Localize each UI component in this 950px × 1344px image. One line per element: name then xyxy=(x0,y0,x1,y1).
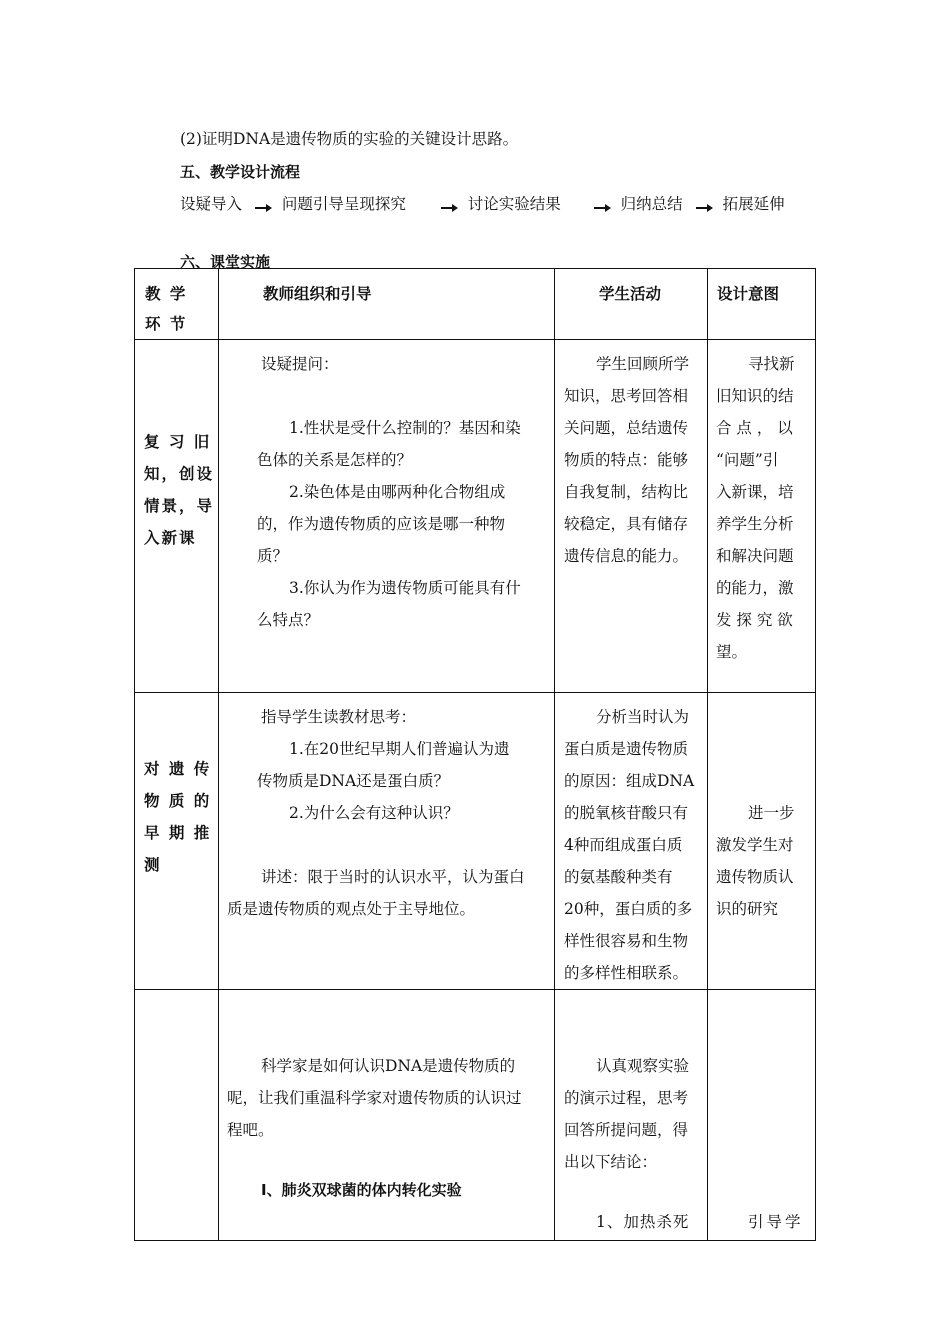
student-line: 回答所提问题，得 xyxy=(564,1121,689,1139)
teacher-line: 1.在20世纪早期人们普遍认为遗 xyxy=(289,740,510,758)
student-line: 1、加热杀死 xyxy=(596,1213,690,1231)
classroom-implementation-table xyxy=(134,268,816,1241)
teacher-line: 么特点？ xyxy=(257,611,320,629)
table-row xyxy=(135,693,816,990)
intent-line: 寻找新 xyxy=(748,355,795,373)
intent-line: 发 探 究 欲 xyxy=(716,611,793,629)
intent-line: 养学生分析 xyxy=(716,515,794,533)
student-line: 的脱氧核苷酸只有 xyxy=(564,804,689,822)
student-line: 学生回顾所学 xyxy=(596,355,690,373)
stage-line: 情景，导 xyxy=(144,497,215,515)
header-student-label: 学生活动 xyxy=(599,285,662,303)
teacher-line: 讲述：限于当时的认识水平，认为蛋白 xyxy=(261,868,525,886)
teacher-line: 1.性状是受什么控制的？基因和染 xyxy=(289,419,521,437)
intent-cell xyxy=(708,340,816,693)
intent-line: 望。 xyxy=(716,643,748,661)
header-teacher xyxy=(219,269,555,340)
teacher-line: 2.染色体是由哪两种化合物组成 xyxy=(289,483,506,501)
table-row xyxy=(135,990,816,1241)
student-line: 较稳定，具有储存 xyxy=(564,515,689,533)
intent-line: 引导学 xyxy=(748,1213,804,1231)
flow-step-5: 拓展延伸 xyxy=(722,195,785,213)
student-cell xyxy=(555,693,708,990)
intent-line: 遗传物质认 xyxy=(716,868,794,886)
flow-step-4: 归纳总结 xyxy=(620,195,683,213)
teacher-line: 2.为什么会有这种认识？ xyxy=(289,804,459,822)
student-line xyxy=(564,1178,703,1206)
intent-cell xyxy=(708,693,816,990)
teacher-line: 呢，让我们重温科学家对遗传物质的认识过 xyxy=(227,1089,522,1107)
intent-line: 识的研究 xyxy=(716,900,779,918)
header-student xyxy=(555,269,708,340)
student-line: 认真观察实验 xyxy=(596,1057,690,1075)
student-line: 的原因：组成DNA xyxy=(564,772,695,790)
student-line: 关问题，总结遗传 xyxy=(564,419,689,437)
intro-point-2: (2)证明DNA是遗传物质的实验的关键设计思路。 xyxy=(180,130,519,148)
student-cell xyxy=(555,340,708,693)
teacher-line: 传物质是DNA还是蛋白质？ xyxy=(257,772,450,790)
student-line: 遗传信息的能力。 xyxy=(564,547,689,565)
header-stage xyxy=(135,269,219,340)
student-line: 的演示过程，思考 xyxy=(564,1089,689,1107)
teacher-cell xyxy=(219,340,555,693)
intent-line: 旧知识的结 xyxy=(716,387,794,405)
teacher-line: 色体的关系是怎样的？ xyxy=(257,451,413,469)
teacher-line: I、肺炎双球菌的体内转化实验 xyxy=(261,1181,462,1199)
student-line: 蛋白质是遗传物质 xyxy=(564,740,689,758)
student-line: 自我复制，结构比 xyxy=(564,483,689,501)
stage-line: 对 遗 传 xyxy=(144,760,212,778)
right-arrow-icon xyxy=(594,207,608,209)
stage-line: 知，创设 xyxy=(144,465,215,483)
student-line: 出以下结论： xyxy=(564,1153,658,1171)
stage-line: 早 期 推 xyxy=(144,824,212,842)
teacher-line: 设疑提问： xyxy=(261,355,339,373)
teacher-line: 指导学生读教材思考： xyxy=(261,708,417,726)
design-flow xyxy=(180,192,785,214)
teacher-line: 3.你认为作为遗传物质可能具有什 xyxy=(289,579,521,597)
student-line: 样性很容易和生物 xyxy=(564,932,689,950)
student-line: 4种而组成蛋白质 xyxy=(564,836,683,854)
teacher-line xyxy=(227,380,548,412)
intent-line: 入新课，培 xyxy=(716,483,794,501)
stage-line: 物 质 的 xyxy=(144,792,212,810)
student-cell xyxy=(555,990,708,1241)
header-stage-label: 教 学 环 节 xyxy=(145,285,188,333)
intent-line: 激发学生对 xyxy=(716,836,794,854)
teacher-cell xyxy=(219,990,555,1241)
student-line: 物质的特点：能够 xyxy=(564,451,689,469)
teacher-line: 质？ xyxy=(257,547,289,565)
intent-line: 和解决问题 xyxy=(716,547,794,565)
right-arrow-icon xyxy=(696,207,710,209)
intent-line: “问题”引 xyxy=(716,451,779,469)
student-line: 知识，思考回答相 xyxy=(564,387,689,405)
right-arrow-icon xyxy=(441,207,455,209)
teacher-line: 的，作为遗传物质的应该是哪一种物 xyxy=(257,515,506,533)
header-teacher-label: 教师组织和引导 xyxy=(263,285,372,303)
stage-cell xyxy=(135,990,219,1241)
right-arrow-icon xyxy=(255,207,269,209)
teacher-line xyxy=(227,829,548,861)
section-6-title: 六、课堂实施 xyxy=(180,253,271,271)
teacher-line: 质是遗传物质的观点处于主导地位。 xyxy=(227,900,476,918)
intent-line: 的能力，激 xyxy=(716,579,794,597)
flow-step-2: 问题引导呈现探究 xyxy=(281,195,406,213)
teacher-line: 程吧。 xyxy=(227,1121,274,1139)
header-intent-label: 设计意图 xyxy=(717,285,780,303)
stage-cell xyxy=(135,340,219,693)
intent-line: 进一步 xyxy=(748,804,795,822)
stage-line: 入新课 xyxy=(144,529,197,547)
table-header-row xyxy=(135,269,816,340)
teacher-cell xyxy=(219,693,555,990)
teacher-line xyxy=(227,1146,548,1174)
student-line: 20种，蛋白质的多 xyxy=(564,900,693,918)
stage-line: 测 xyxy=(144,856,162,874)
intent-cell xyxy=(708,990,816,1241)
flow-step-1: 设疑导入 xyxy=(180,195,243,213)
flow-step-3: 讨论实验结果 xyxy=(467,195,561,213)
stage-cell xyxy=(135,693,219,990)
student-line: 的氨基酸种类有 xyxy=(564,868,673,886)
student-line: 分析当时认为 xyxy=(596,708,690,726)
section-5-title: 五、教学设计流程 xyxy=(180,163,301,181)
intent-line: 合 点 ， 以 xyxy=(716,419,793,437)
student-line: 的多样性相联系。 xyxy=(564,964,689,982)
header-intent xyxy=(708,269,816,340)
teacher-line: 科学家是如何认识DNA是遗传物质的 xyxy=(261,1057,516,1075)
table-row xyxy=(135,340,816,693)
stage-line: 复 习 旧 xyxy=(144,433,212,451)
